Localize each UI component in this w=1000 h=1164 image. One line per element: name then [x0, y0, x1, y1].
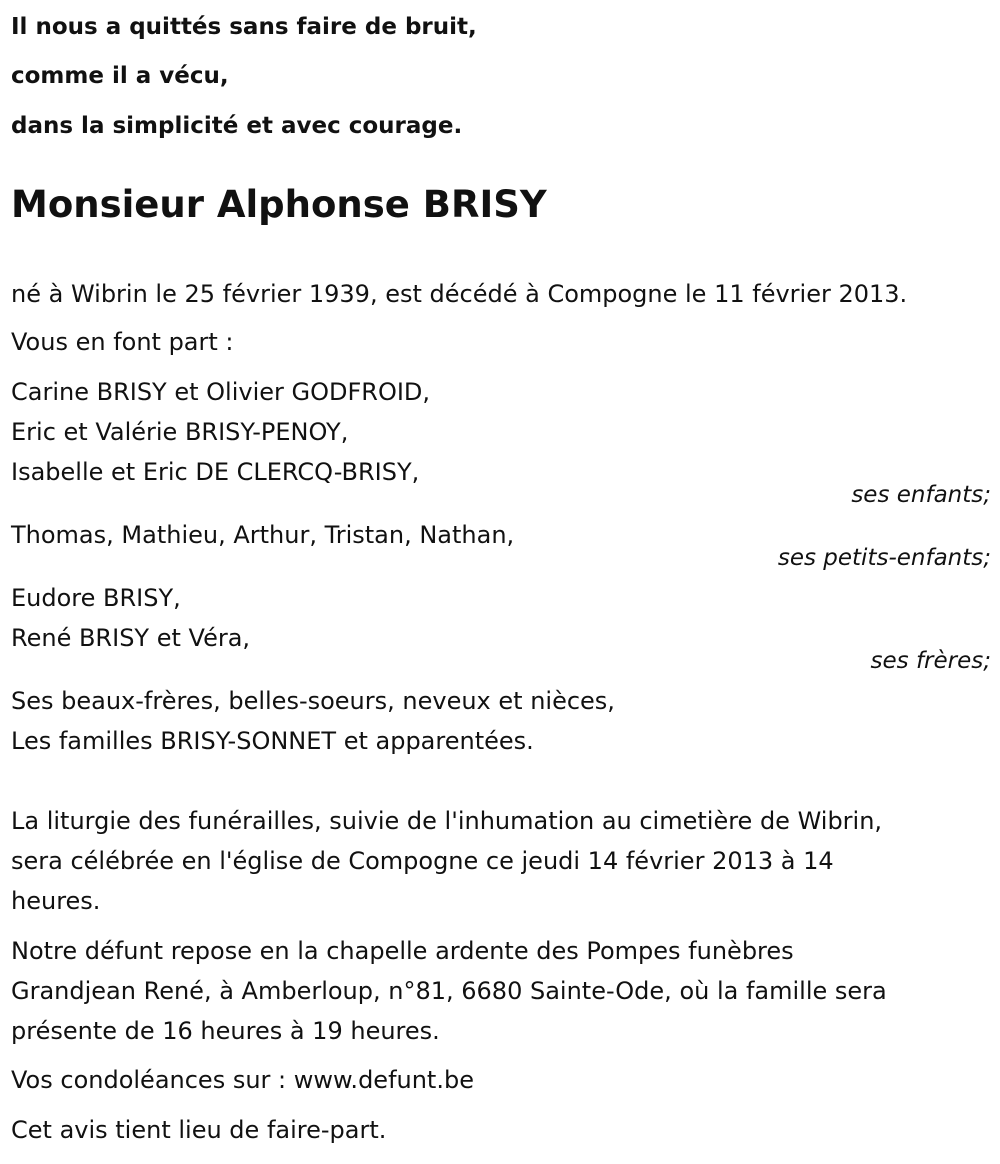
grandchildren-line: Thomas, Mathieu, Arthur, Tristan, Nathan,	[11, 521, 515, 549]
funeral-line-3: heures.	[11, 887, 101, 915]
quote-line-3: dans la simplicité et avec courage.	[11, 113, 463, 139]
repose-line-1: Notre défunt repose en la chapelle ardente des Pompes funèbres	[11, 937, 794, 965]
sibling-2: René BRISY et Véra,	[11, 624, 251, 652]
birth-death-line: né à Wibrin le 25 février 1939, est décédé à Compogne le 11 février 2013.	[11, 280, 908, 308]
children-relation: ses enfants;	[851, 482, 991, 508]
closing-line: Cet avis tient lieu de faire-part.	[11, 1116, 387, 1144]
child-2: Eric et Valérie BRISY-PENOY,	[11, 418, 349, 446]
siblings-relation: ses frères;	[870, 648, 991, 674]
extended-family-2: Les familles BRISY-SONNET et apparentées.	[11, 727, 534, 755]
extended-family-1: Ses beaux-frères, belles-soeurs, neveux et nièces,	[11, 687, 615, 715]
quote-line-1: Il nous a quittés sans faire de bruit,	[11, 14, 477, 40]
announce-line: Vous en font part :	[11, 328, 234, 356]
grandchildren-relation: ses petits-enfants;	[777, 545, 991, 571]
condolences-line: Vos condoléances sur : www.defunt.be	[11, 1066, 474, 1094]
funeral-line-2: sera célébrée en l'église de Compogne ce jeudi 14 février 2013 à 14	[11, 847, 834, 875]
child-1: Carine BRISY et Olivier GODFROID,	[11, 378, 431, 406]
quote-line-2: comme il a vécu,	[11, 63, 229, 89]
deceased-name: Monsieur Alphonse BRISY	[11, 183, 547, 226]
funeral-line-1: La liturgie des funérailles, suivie de l'inhumation au cimetière de Wibrin,	[11, 807, 883, 835]
sibling-1: Eudore BRISY,	[11, 584, 181, 612]
repose-line-3: présente de 16 heures à 19 heures.	[11, 1017, 440, 1045]
repose-line-2: Grandjean René, à Amberloup, n°81, 6680 Sainte-Ode, où la famille sera	[11, 977, 887, 1005]
child-3: Isabelle et Eric DE CLERCQ-BRISY,	[11, 458, 420, 486]
